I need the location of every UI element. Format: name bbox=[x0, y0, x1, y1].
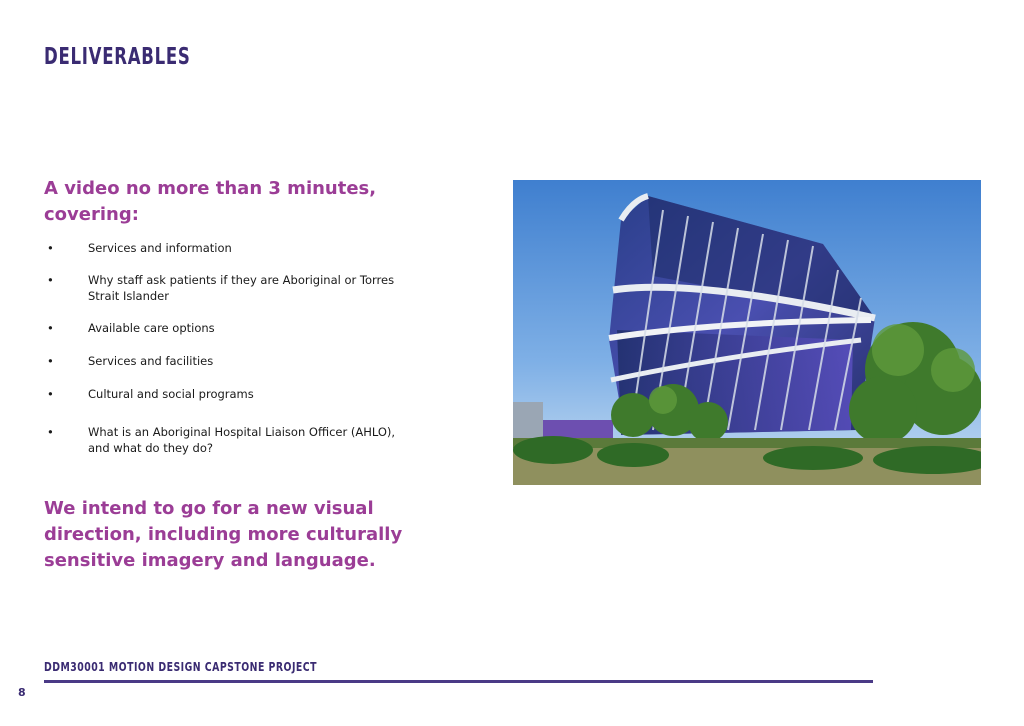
bullet-icon: • bbox=[47, 241, 54, 255]
bullet-icon: • bbox=[47, 354, 54, 368]
bullet-icon: • bbox=[47, 273, 54, 287]
page-number: 8 bbox=[18, 686, 26, 699]
page-title: DELIVERABLES bbox=[44, 44, 191, 70]
list-item-text: Services and facilities bbox=[88, 354, 214, 368]
closing-statement: We intend to go for a new visual direction, including more culturally sensitive imagery and language. bbox=[44, 498, 403, 571]
footer-rule bbox=[44, 680, 873, 683]
footer-title: DDM30001 MOTION DESIGN CAPSTONE PROJECT bbox=[44, 660, 317, 674]
list-item-text: Cultural and social programs bbox=[88, 387, 254, 401]
list-item-text: What is an Aboriginal Hospital Liaison Officer (AHLO), and what do they do? bbox=[88, 425, 396, 455]
building-illustration bbox=[513, 180, 981, 485]
bullet-icon: • bbox=[47, 321, 54, 335]
bullet-icon: • bbox=[47, 425, 54, 439]
bullet-icon: • bbox=[47, 387, 54, 401]
lead-heading: A video no more than 3 minutes, covering: bbox=[44, 178, 377, 225]
hospital-building-photo bbox=[513, 180, 981, 485]
list-item-text: Why staff ask patients if they are Aboriginal or Torres Strait Islander bbox=[88, 273, 395, 303]
list-item-text: Services and information bbox=[88, 241, 232, 255]
list-item-text: Available care options bbox=[88, 321, 215, 335]
